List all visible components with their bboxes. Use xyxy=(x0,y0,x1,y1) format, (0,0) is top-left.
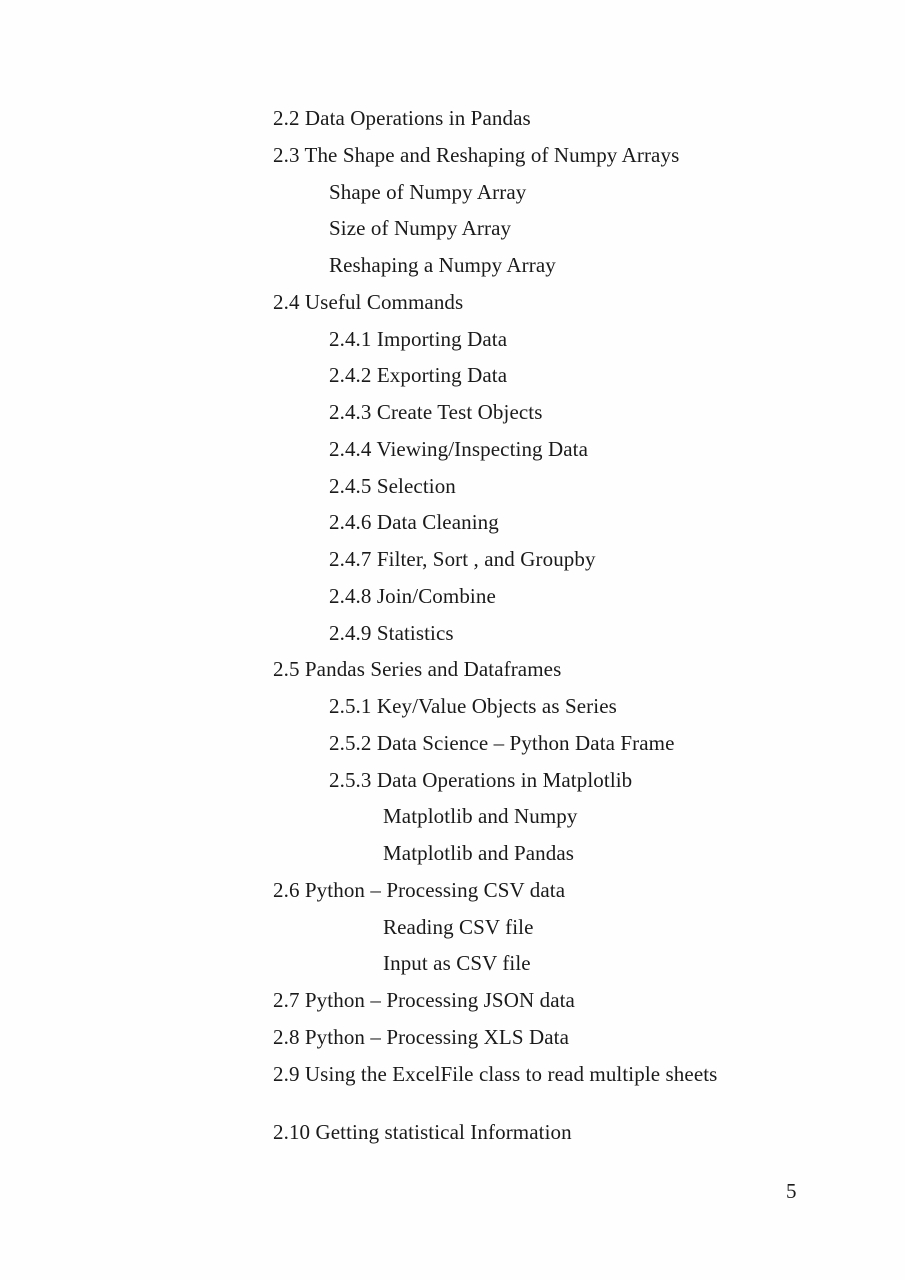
toc-entry: 2.4.4 Viewing/Inspecting Data xyxy=(329,436,589,461)
toc-entry: 2.4.3 Create Test Objects xyxy=(329,400,543,424)
toc-entry: 2.6 Python – Processing CSV data xyxy=(273,877,566,902)
toc-entry: 2.7 Python – Processing JSON data xyxy=(273,988,575,1012)
page-number: 5 xyxy=(786,1179,797,1203)
toc-entry: 2.5.2 Data Science – Python Data Frame xyxy=(329,730,675,755)
toc-entry: Reading CSV file xyxy=(383,914,534,939)
toc-entry: 2.4 Useful Commands xyxy=(273,289,464,314)
toc-list xyxy=(273,100,865,1151)
toc-entry: 2.3 The Shape and Reshaping of Numpy Arrays xyxy=(273,142,680,167)
toc-entry: 2.4.1 Importing Data xyxy=(329,326,508,351)
toc-entry: 2.9 Using the ExcelFile class to read multiple sheets xyxy=(273,1061,718,1086)
toc-entry: 2.4.9 Statistics xyxy=(329,620,454,645)
toc-entry: 2.8 Python – Processing XLS Data xyxy=(273,1024,570,1049)
toc-entry: 2.4.2 Exporting Data xyxy=(329,363,508,388)
toc-entry: Input as CSV file xyxy=(383,951,531,976)
toc-entry: 2.5.3 Data Operations in Matplotlib xyxy=(329,767,633,792)
toc-entry: 2.4.8 Join/Combine xyxy=(329,583,496,608)
toc-entry: Reshaping a Numpy Array xyxy=(329,253,556,277)
toc-entry: Size of Numpy Array xyxy=(329,216,512,241)
toc-entry: 2.10 Getting statistical Information xyxy=(273,1120,572,1145)
toc-entry: 2.4.5 Selection xyxy=(329,473,456,498)
toc-entry: 2.2 Data Operations in Pandas xyxy=(273,106,531,130)
toc-entry: 2.5.1 Key/Value Objects as Series xyxy=(329,694,617,718)
toc-entry: 2.5 Pandas Series and Dataframes xyxy=(273,657,562,682)
toc-entry: Shape of Numpy Array xyxy=(329,179,527,204)
toc-entry: 2.4.6 Data Cleaning xyxy=(329,510,499,535)
toc-entry: Matplotlib and Pandas xyxy=(383,841,575,865)
toc-entry: Matplotlib and Numpy xyxy=(383,804,578,829)
toc-entry: 2.4.7 Filter, Sort , and Groupby xyxy=(329,547,596,571)
